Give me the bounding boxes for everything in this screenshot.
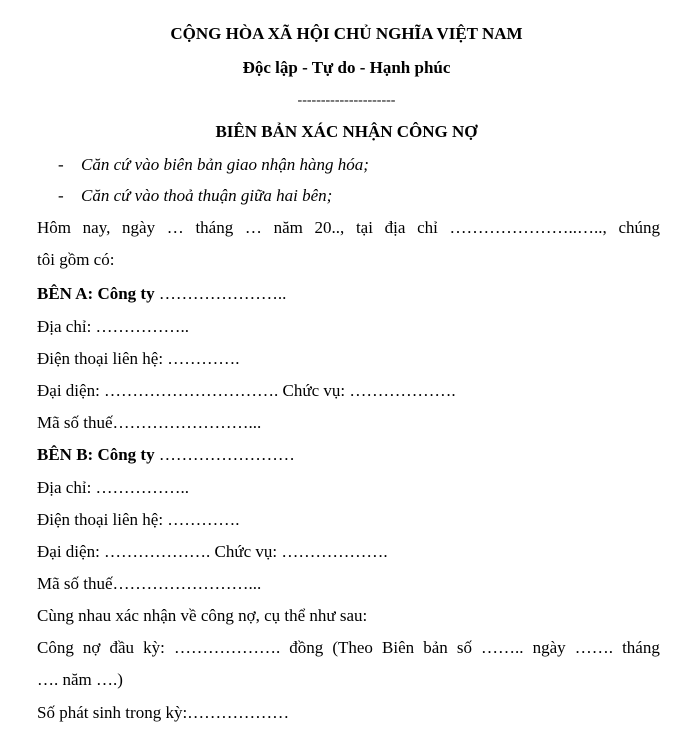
basis-text: Căn cứ vào biên bản giao nhận hàng hóa; — [81, 155, 369, 174]
opening-debt-line — [37, 638, 660, 658]
confirmation-statement: Cùng nhau xác nhận về công nợ, cụ thể như sau: — [37, 606, 368, 625]
intro-line — [37, 218, 660, 238]
party-a-tax-code: Mã số thuế……………………... — [37, 413, 262, 432]
word: chỉ — [417, 218, 438, 237]
party-b-phone: Điện thoại liên hệ: …………. — [37, 510, 240, 529]
word: … — [244, 218, 262, 237]
party-a-name-blank: ………………….. — [154, 284, 287, 303]
word: tháng — [195, 218, 234, 237]
word: đầu — [109, 638, 135, 657]
word: ngày — [532, 638, 566, 657]
basis-dash: - — [58, 155, 64, 174]
party-a-label: BÊN A: Công ty — [37, 284, 155, 303]
party-a-representative: Đại diện: …………………………. Chức vụ: ………………. — [37, 381, 456, 400]
word: …….. — [481, 638, 524, 657]
header-divider: --------------------- — [297, 93, 396, 108]
document-title: BIÊN BẢN XÁC NHẬN CÔNG NỢ — [215, 122, 478, 141]
word: ……. — [574, 638, 613, 657]
party-b-name-blank: …………………… — [154, 445, 295, 464]
basis-dash: - — [58, 186, 64, 205]
word: (Theo — [332, 638, 373, 657]
party-b-heading — [37, 445, 295, 465]
word: kỳ: — [143, 638, 165, 657]
party-b-tax-code: Mã số thuế……………………... — [37, 574, 262, 593]
party-a-address: Địa chỉ: …………….. — [37, 317, 190, 336]
intro-line-continued: tôi gồm có: — [37, 250, 115, 269]
word: nay, — [82, 218, 111, 237]
party-a-phone: Điện thoại liên hệ: …………. — [37, 349, 240, 368]
national-title: CỘNG HÒA XÃ HỘI CHỦ NGHĨA VIỆT NAM — [170, 24, 523, 43]
word: …………………..….., — [449, 218, 607, 237]
party-b-address: Địa chỉ: …………….. — [37, 478, 190, 497]
word: tại — [355, 218, 373, 237]
word: Biên — [382, 638, 415, 657]
word: Công — [37, 638, 74, 657]
period-arising: Số phát sinh trong kỳ:……………… — [37, 703, 290, 722]
word: chúng — [618, 218, 660, 237]
word: năm — [273, 218, 303, 237]
party-a-heading — [37, 284, 286, 304]
word: bản — [423, 638, 448, 657]
word: tháng — [622, 638, 660, 657]
word: số — [456, 638, 472, 657]
word: … — [166, 218, 184, 237]
party-b-label: BÊN B: Công ty — [37, 445, 155, 464]
word: 20.., — [314, 218, 345, 237]
basis-text: Căn cứ vào thoả thuận giữa hai bên; — [81, 186, 333, 205]
party-b-representative: Đại diện: ………………. Chức vụ: ………………. — [37, 542, 388, 561]
word: địa — [384, 218, 406, 237]
word: ………………. — [173, 638, 281, 657]
word: đồng — [289, 638, 324, 657]
national-motto: Độc lập - Tự do - Hạnh phúc — [242, 58, 451, 77]
word: Hôm — [37, 218, 71, 237]
word: nợ — [82, 638, 101, 657]
opening-debt-line-continued: …. năm ….) — [37, 670, 123, 689]
word: ngày — [122, 218, 156, 237]
